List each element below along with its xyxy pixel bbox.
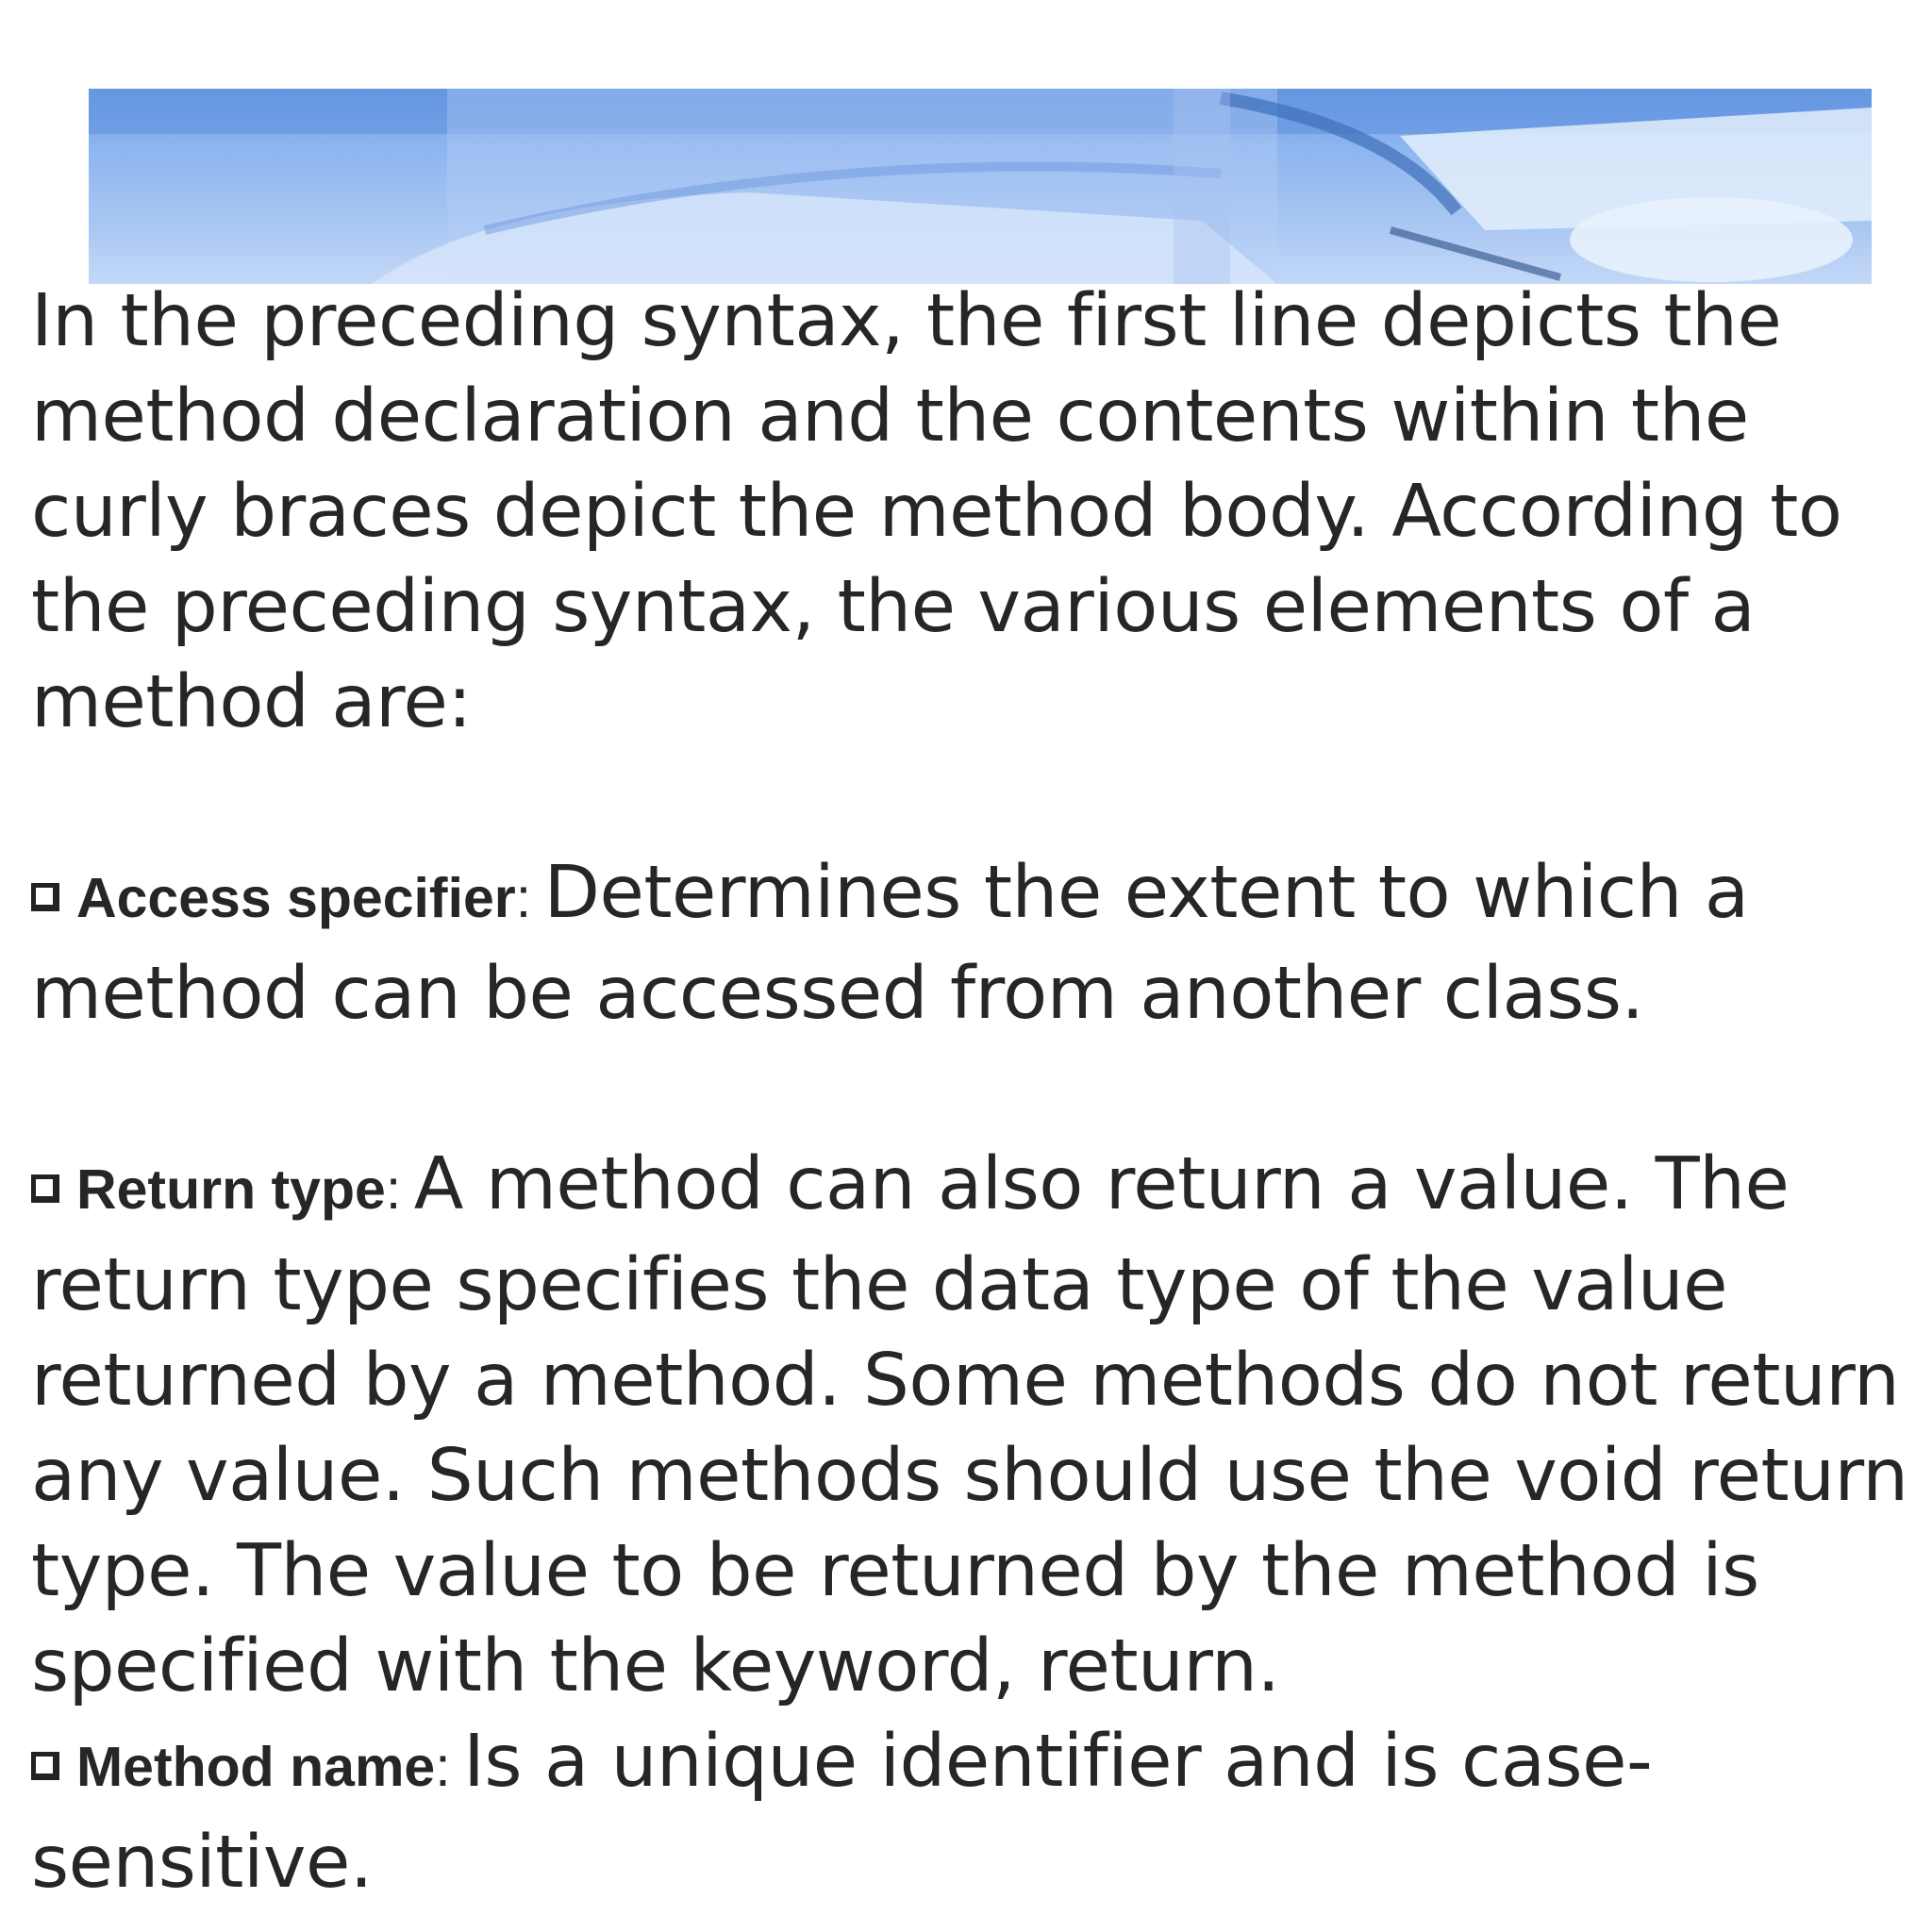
term-label: Access specifier (76, 867, 516, 929)
header-banner-image (89, 89, 1872, 284)
list-item-access-specifier (31, 845, 1908, 1041)
term-description: Is a unique identifier and is case-sensitive. (31, 1720, 1653, 1905)
spacer (31, 750, 1908, 845)
spacer (31, 1041, 1908, 1137)
checkbox-bullet-icon (31, 883, 59, 911)
term-colon: : (515, 867, 531, 929)
list-item-method-name (31, 1714, 1908, 1910)
term-label: Return type (76, 1158, 386, 1221)
term-description: Determines the extent to which a method can be accessed from another class. (31, 851, 1749, 1036)
checkbox-bullet-icon (31, 1752, 59, 1780)
intro-paragraph: In the preceding syntax, the first line depicts the method declaration and the contents within the curly braces depict the method body. According to the preceding syntax, the various elements of a method are: (31, 279, 1842, 744)
term-colon: : (435, 1736, 451, 1798)
term-description: A method can also return a value. The return type specifies the data type of the value returned by a method. Some methods do not return any value. Such methods should use the void return type. The value to be returned by the method is specified with the keyword, return. (31, 1142, 1908, 1708)
slide-body (31, 274, 1908, 1910)
term-colon: : (385, 1158, 401, 1221)
list-item-return-type (31, 1137, 1908, 1714)
term-label: Method name (76, 1736, 436, 1798)
checkbox-bullet-icon (31, 1174, 59, 1203)
